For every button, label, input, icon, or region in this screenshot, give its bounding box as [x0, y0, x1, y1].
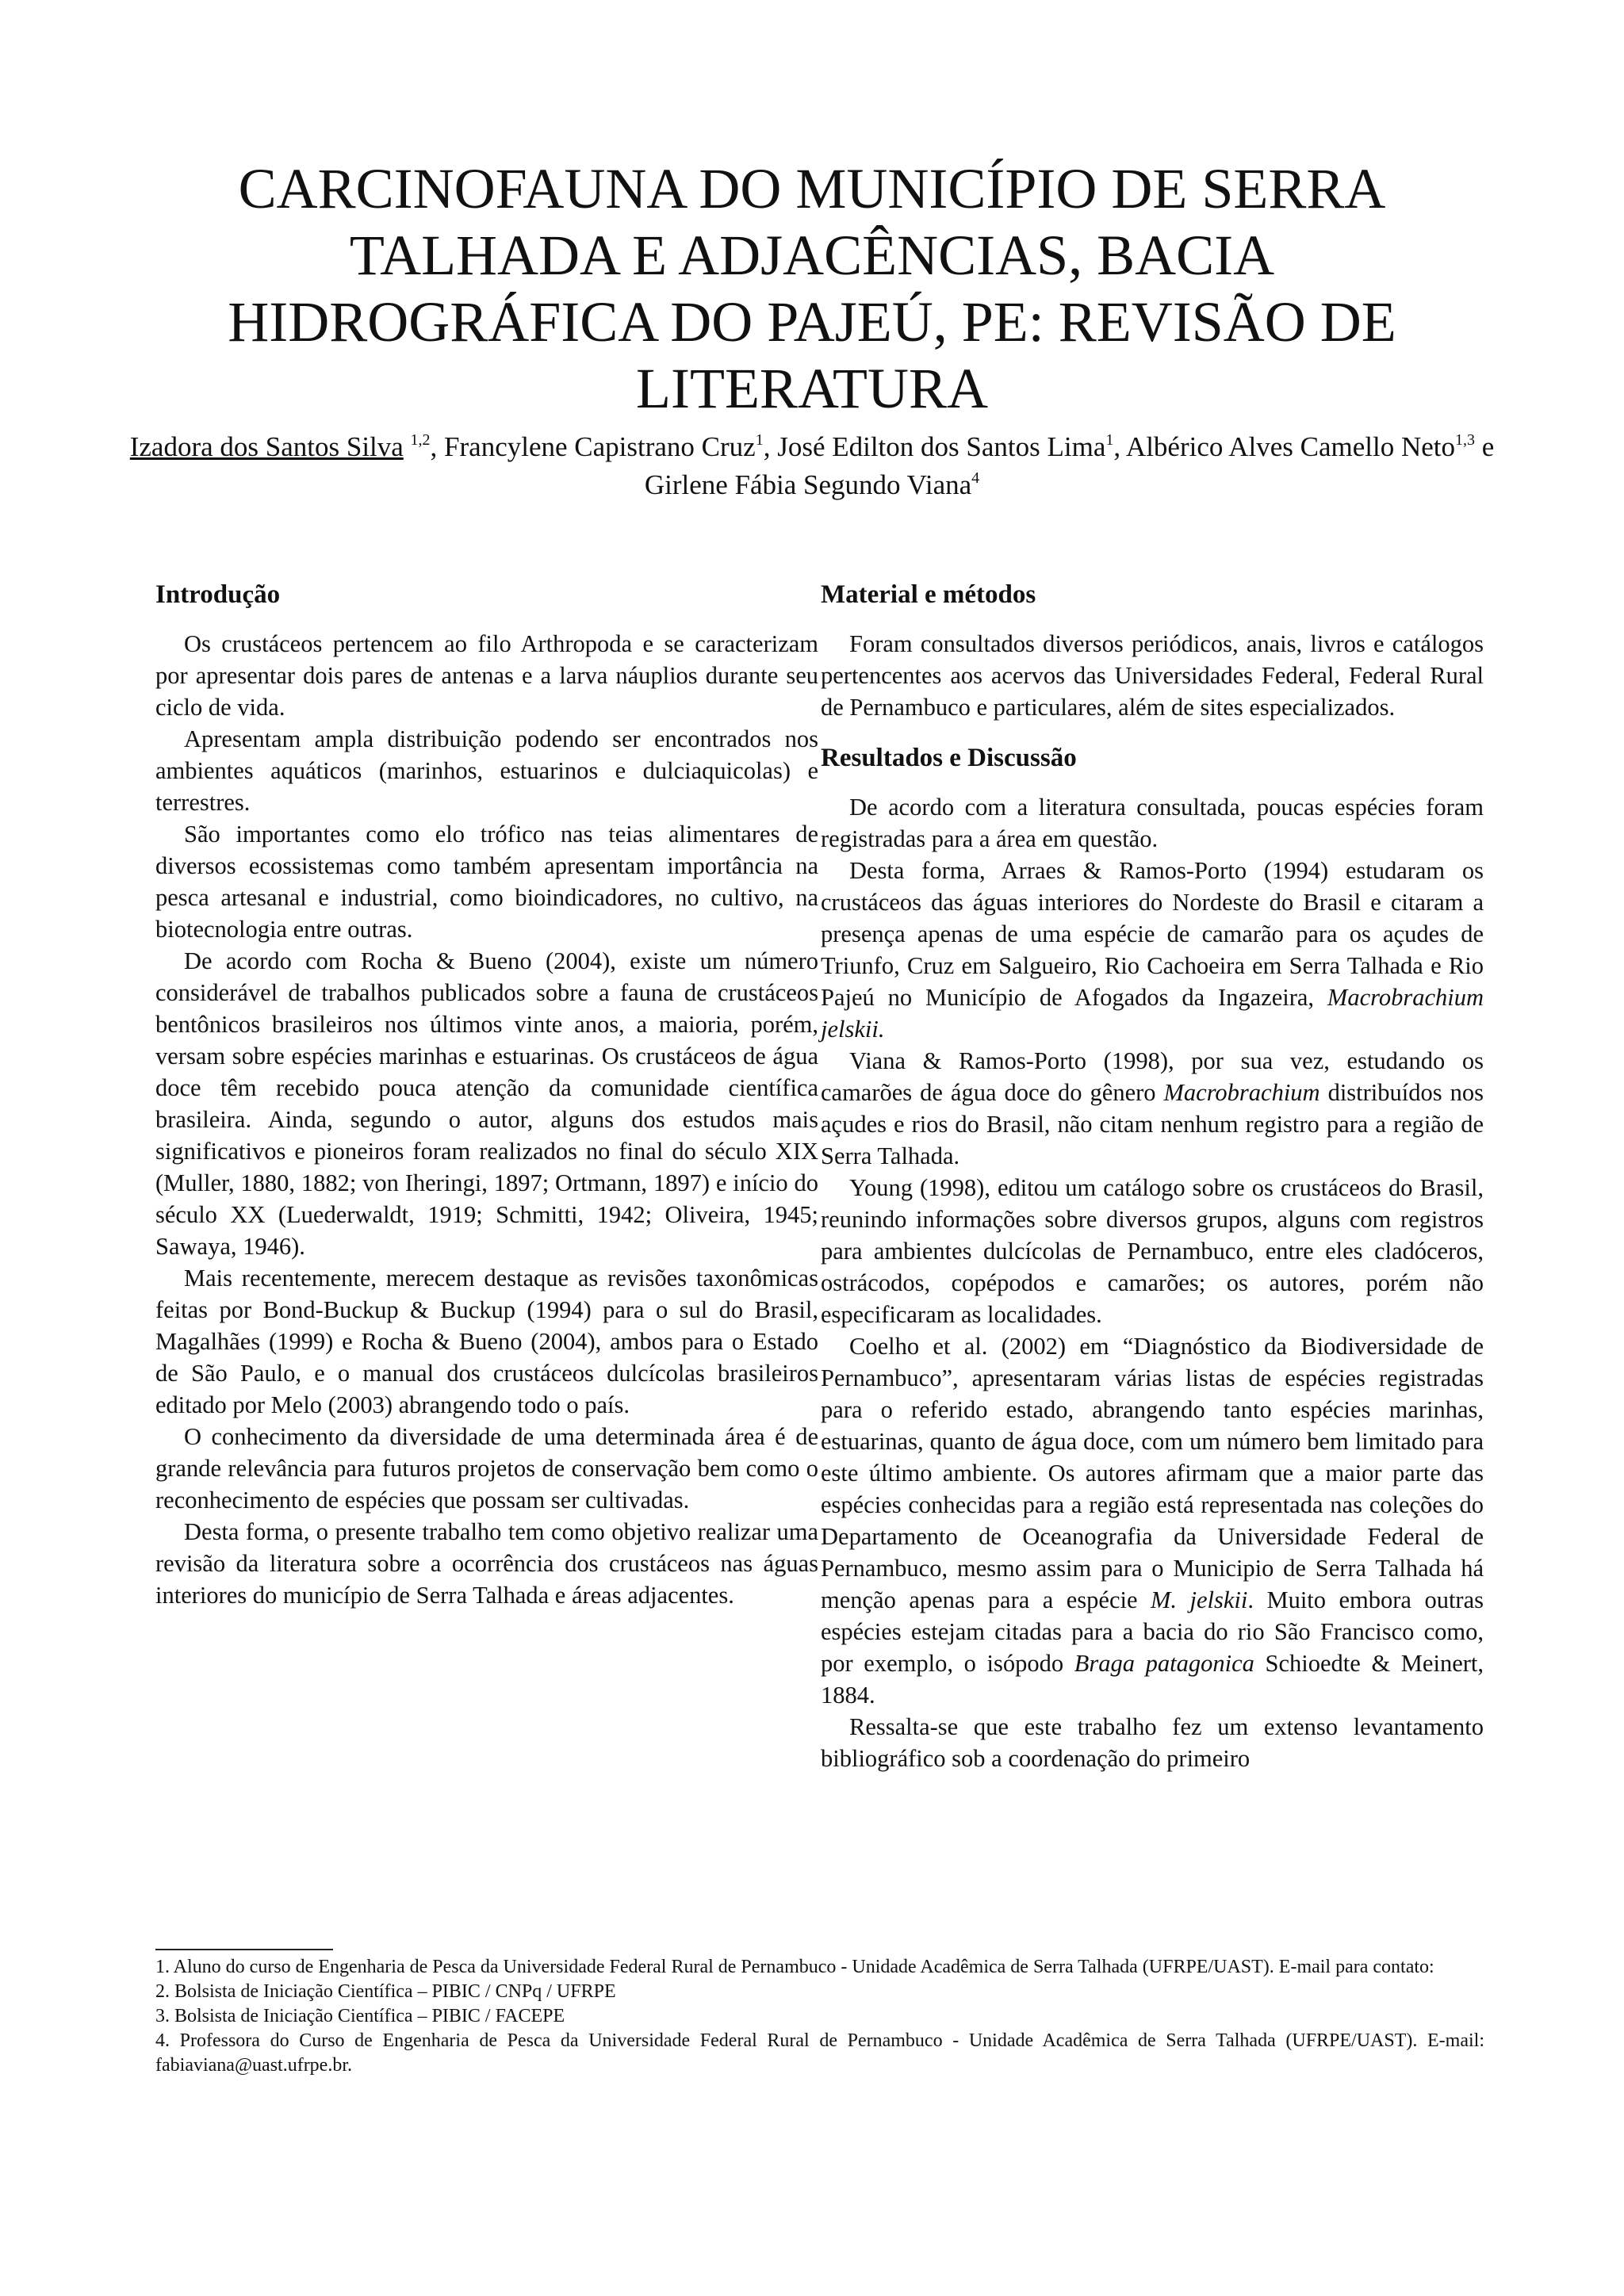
author-list	[111, 428, 1513, 504]
author-affiliation: 1,3	[1454, 431, 1475, 449]
paragraph: São importantes como elo trófico nas teias alimentares de diversos ecossistemas como também apresentam importância na pesca artesanal e industrial, como bioindicadores, no cultivo, na biotecnologia entre outras.	[155, 821, 818, 943]
footnote: 1. Aluno do curso de Engenharia de Pesca da Universidade Federal Rural de Pernambuco - Unidade Acadêmica de Serra Talhada (UFRPE/UAST). E-mail para contato:	[155, 1957, 1434, 1977]
section-heading-introducao: Introdução	[155, 580, 281, 609]
author-name: , Albérico Alves Camello Neto	[1113, 431, 1455, 462]
author-name: , José Edilton dos Santos Lima	[763, 431, 1106, 462]
paragraph-text: distribuídos nos açudes e rios do Brasil, não citam nenhum registro para a região de Serra Talhada.	[821, 1079, 1484, 1169]
section-heading-material-metodos: Material e métodos	[821, 580, 1036, 609]
paragraph	[821, 1330, 1484, 1711]
species-name: Macrobrachium	[1163, 1079, 1320, 1106]
paragraph: Foram consultados diversos periódicos, anais, livros e catálogos pertencentes aos acervos das Universidades Federal, Federal Rural de Pernambuco e particulares, além de sites especializados.	[821, 630, 1484, 721]
species-name: M. jelskii	[1151, 1586, 1248, 1613]
paragraph: Young (1998), editou um catálogo sobre os crustáceos do Brasil, reunindo informações sobre diversos grupos, alguns com registros para ambientes dulcícolas de Pernambuco, entre eles cladóceros, ostrácodos, copépodos e camarões; os autores, porém não especificaram as localidades.	[821, 1174, 1484, 1328]
species-name: Macrobrachium jelskii.	[821, 984, 1484, 1043]
footnotes	[155, 1955, 1484, 2078]
paragraph-text: . Muito embora outras espécies estejam citadas para a bacia do rio São Francisco como, por exemplo, o isópodo	[821, 1586, 1484, 1677]
paper-title	[159, 155, 1465, 422]
paragraph: Apresentam ampla distribuição podendo ser encontrados nos ambientes aquáticos (marinhos, estuarinos e dulciaquicolas) e terrestres.	[155, 725, 818, 816]
author-name: e Girlene Fábia Segundo Viana	[644, 431, 1495, 500]
paragraph-text: Desta forma, Arraes & Ramos-Porto (1994) estudaram os crustáceos das águas interiores do Nordeste do Brasil e citaram a presença apenas de uma espécie de camarão para os açudes de Triunfo, Cruz em Salgueiro, Rio Cachoeira em Serra Talhada e Rio Pajeú no Município de Afogados da Ingazeira,	[821, 857, 1484, 1011]
author-affiliation: 1,2	[410, 431, 431, 449]
author-affiliation: 1	[755, 431, 764, 449]
left-column	[155, 577, 818, 1611]
paragraph: Desta forma, o presente trabalho tem como objetivo realizar uma revisão da literatura sobre a ocorrência dos crustáceos nas águas interiores do município de Serra Talhada e áreas adjacentes.	[155, 1518, 818, 1609]
paragraph	[821, 855, 1484, 1045]
footnote: 2. Bolsista de Iniciação Científica – PIBIC / CNPq / UFRPE	[155, 1981, 616, 2002]
footnote-divider	[155, 1949, 333, 1950]
title-line: CARCINOFAUNA DO MUNICÍPIO DE SERRA	[238, 157, 1386, 220]
paragraph-text: Coelho et al. (2002) em “Diagnóstico da Biodiversidade de Pernambuco”, apresentaram várias listas de espécies registradas para o referido estado, abrangendo tanto espécies marinhas, estuarinas, quanto de água doce, com um número bem limitado para este último ambiente. Os autores afirmam que a maior parte das espécies conhecidas para a região está representada nas coleções do Departamento de Oceanografia da Universidade Federal de Pernambuco, mesmo assim para o Municipio de Serra Talhada há menção apenas para a espécie	[821, 1333, 1484, 1613]
title-line: LITERATURA	[636, 357, 988, 420]
section-heading-resultados: Resultados e Discussão	[821, 744, 1077, 772]
footnote: 3. Bolsista de Iniciação Científica – PIBIC / FACEPE	[155, 2006, 565, 2026]
paragraph: De acordo com a literatura consultada, poucas espécies foram registradas para a área em questão.	[821, 794, 1484, 852]
title-line: TALHADA E ADJACÊNCIAS, BACIA	[349, 224, 1275, 287]
paragraph: Os crustáceos pertencem ao filo Arthropoda e se caracterizam por apresentar dois pares de antenas e a larva náuplios durante seu ciclo de vida.	[155, 630, 818, 721]
paragraph-text: Schioedte & Meinert, 1884.	[821, 1650, 1484, 1709]
footnote: 4. Professora do Curso de Engenharia de Pesca da Universidade Federal Rural de Pernambuco - Unidade Acadêmica de Serra Talhada (UFRPE/UAST). E-mail: fabiaviana@uast.ufrpe.br.	[155, 2030, 1484, 2076]
author-name: , Francylene Capistrano Cruz	[430, 431, 756, 462]
right-column	[821, 577, 1484, 1774]
paragraph: Ressalta-se que este trabalho fez um extenso levantamento bibliográfico sob a coordenação do primeiro	[821, 1713, 1484, 1772]
author-name: Izadora dos Santos Silva	[129, 431, 404, 462]
paragraph-text: Viana & Ramos-Porto (1998), por sua vez, estudando os camarões de água doce do gênero	[821, 1047, 1484, 1106]
author-affiliation: 4	[971, 469, 980, 487]
title-line: HIDROGRÁFICA DO PAJEÚ, PE: REVISÃO DE	[228, 290, 1396, 354]
author-affiliation: 1	[1105, 431, 1114, 449]
species-name: Braga patagonica	[1074, 1650, 1254, 1677]
paragraph: O conhecimento da diversidade de uma determinada área é de grande relevância para futuros projetos de conservação bem como o reconhecimento de espécies que possam ser cultivadas.	[155, 1423, 818, 1513]
paragraph: De acordo com Rocha & Bueno (2004), existe um número considerável de trabalhos publicados sobre a fauna de crustáceos bentônicos brasileiros nos últimos vinte anos, a maioria, porém, versam sobre espécies marinhas e estuarinas. Os crustáceos de água doce têm recebido pouca atenção da comunidade científica brasileira. Ainda, segundo o autor, alguns dos estudos mais significativos e pioneiros foram realizados no final do século XIX (Muller, 1880, 1882; von Iheringi, 1897; Ortmann, 1897) e início do século XX (Luederwaldt, 1919; Schmitti, 1942; Oliveira, 1945; Sawaya, 1946).	[155, 947, 818, 1260]
paragraph: Mais recentemente, merecem destaque as revisões taxonômicas feitas por Bond-Buckup & Buckup (1994) para o sul do Brasil, Magalhães (1999) e Rocha & Bueno (2004), ambos para o Estado de São Paulo, e o manual dos crustáceos dulcícolas brasileiros editado por Melo (2003) abrangendo todo o país.	[155, 1265, 818, 1418]
paragraph	[821, 1045, 1484, 1172]
